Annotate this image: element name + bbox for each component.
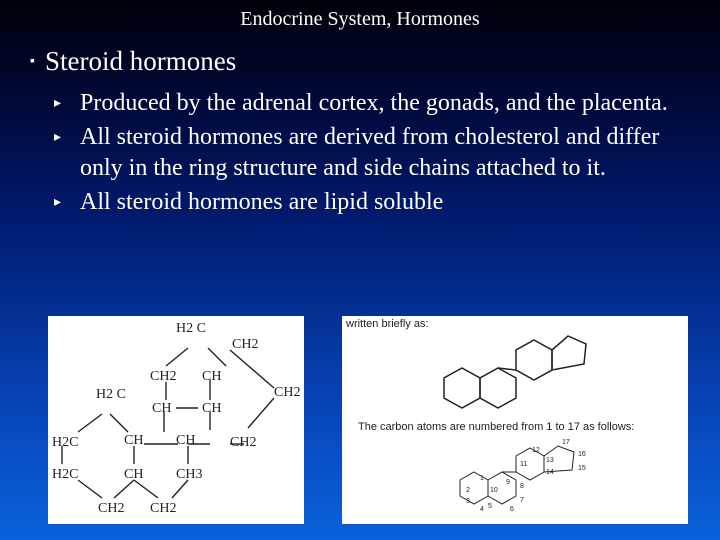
- carbon-number: 14: [546, 469, 554, 476]
- bullet-item: [50, 187, 690, 218]
- atom-label: H2 C: [96, 387, 126, 402]
- steroid-ring-diagram-image: [342, 316, 688, 524]
- bullet-list: [50, 88, 690, 221]
- caption-top: written briefly as:: [346, 318, 429, 330]
- carbon-number: 1: [480, 475, 484, 482]
- heading-item: [30, 46, 236, 77]
- atom-label: H2 C: [176, 321, 206, 336]
- atom-label: CH2: [274, 385, 301, 400]
- atom-label: CH2: [232, 337, 259, 352]
- atom-label: H2C: [52, 467, 79, 482]
- carbon-number: 17: [562, 439, 570, 446]
- atom-label: CH2: [150, 369, 177, 384]
- atom-label: CH: [202, 369, 222, 384]
- square-bullet-icon: ▪: [30, 54, 35, 69]
- carbon-number: 4: [480, 506, 484, 513]
- carbon-number: 10: [490, 487, 498, 494]
- atom-label: H2C: [52, 435, 79, 450]
- ring-skeleton: [444, 336, 586, 408]
- atom-label: CH2: [98, 501, 125, 516]
- carbon-number: 13: [546, 457, 554, 464]
- carbon-number: 7: [520, 497, 524, 504]
- carbon-number: 5: [488, 503, 492, 510]
- atom-label: CH: [202, 401, 222, 416]
- carbon-number: 16: [578, 451, 586, 458]
- carbon-number: 2: [466, 487, 470, 494]
- slide-title: Endocrine System, Hormones: [240, 8, 480, 30]
- bullet-item: [50, 122, 690, 184]
- numbered-ring-skeleton: [460, 446, 574, 504]
- triangle-bullet-icon: ▸: [54, 195, 62, 210]
- atom-label: CH3: [176, 467, 203, 482]
- expanded-steroid-formula-image: [48, 316, 304, 524]
- carbon-number: 8: [520, 483, 524, 490]
- carbon-number: 11: [520, 461, 528, 468]
- bullet-text: All steroid hormones are lipid soluble: [80, 189, 444, 215]
- bullet-text: All steroid hormones are derived from cholesterol and differ only in the ring structure and side chains attached to it.: [80, 124, 660, 181]
- carbon-number: 3: [466, 498, 470, 505]
- bullet-item: [50, 88, 690, 119]
- atom-label: CH: [124, 467, 144, 482]
- atom-label: CH: [124, 433, 144, 448]
- carbon-number: 12: [532, 447, 540, 454]
- atom-label: CH2: [230, 435, 257, 450]
- atom-label: CH: [152, 401, 172, 416]
- atom-label: CH2: [150, 501, 177, 516]
- caption-mid: The carbon atoms are numbered from 1 to 17 as follows:: [358, 421, 635, 433]
- carbon-number: 15: [578, 465, 586, 472]
- atom-label: CH: [176, 433, 196, 448]
- triangle-bullet-icon: ▸: [54, 130, 62, 145]
- carbon-number: 6: [510, 506, 514, 513]
- heading-text: Steroid hormones: [44, 46, 237, 76]
- triangle-bullet-icon: ▸: [54, 96, 62, 111]
- carbon-number: 9: [506, 479, 510, 486]
- bullet-text: Produced by the adrenal cortex, the gonads, and the placenta.: [80, 90, 668, 116]
